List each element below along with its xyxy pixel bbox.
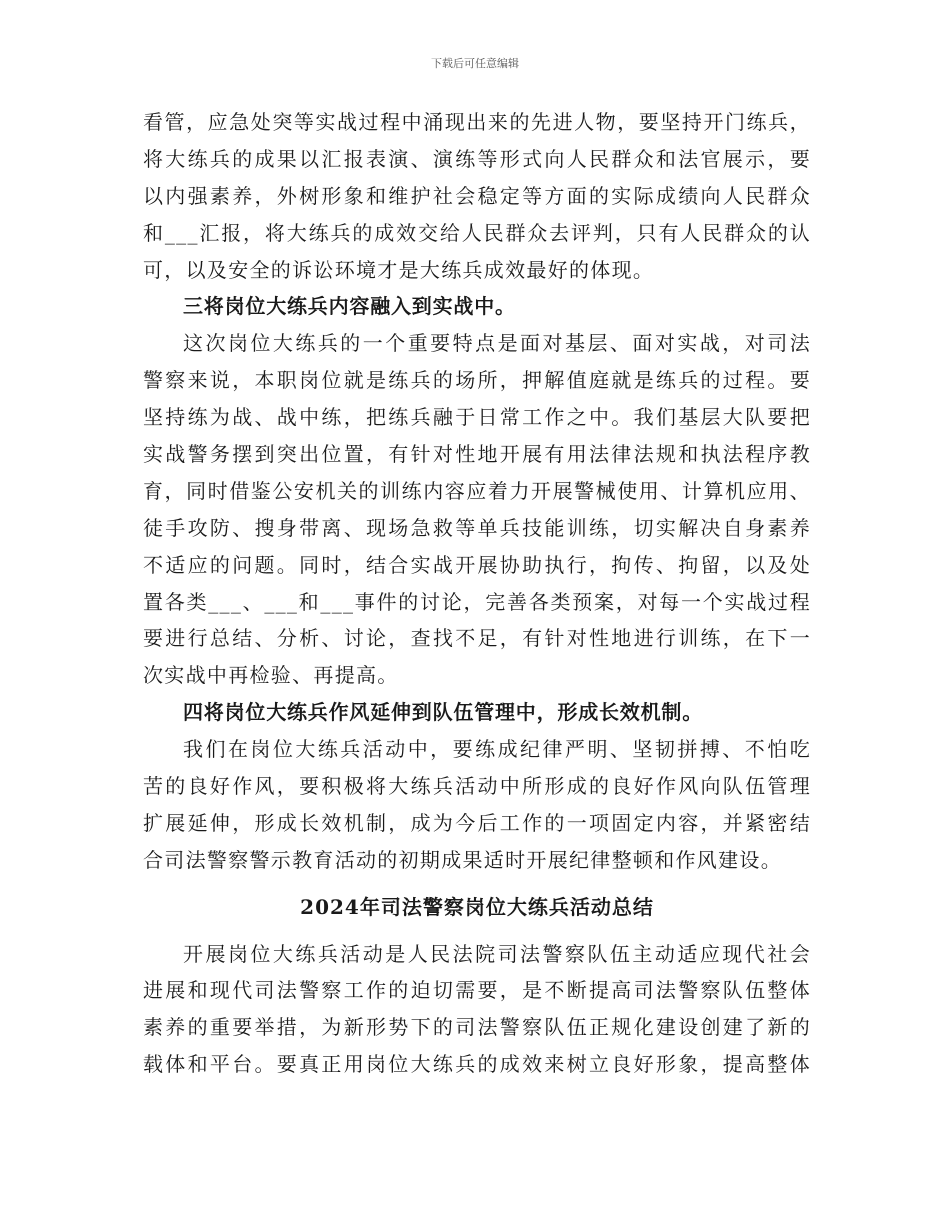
text-line: 扩展延伸，形成长效机制，成为今后工作的一项固定内容，并紧密结 xyxy=(143,810,811,835)
text-line: 载体和平台。要真正用岗位大练兵的成效来树立良好形象，提高整体 xyxy=(143,1052,811,1077)
section-heading: 三将岗位大练兵内容融入到实战中。 xyxy=(183,294,516,319)
text-line: 这次岗位大练兵的一个重要特点是面对基层、面对实战，对司法 xyxy=(183,331,811,356)
text-line: 开展岗位大练兵活动是人民法院司法警察队伍主动适应现代社会 xyxy=(183,941,811,966)
text-line: 实战警务摆到突出位置，有针对性地开展有用法律法规和执法程序教 xyxy=(143,442,811,467)
text-line: 以内强素养，外树形象和维护社会稳定等方面的实际成绩向人民群众 xyxy=(143,183,811,208)
text-line: 进展和现代司法警察工作的迫切需要，是不断提高司法警察队伍整体 xyxy=(143,978,811,1003)
paragraph xyxy=(143,731,811,879)
text-line: 将大练兵的成果以汇报表演、演练等形式向人民群众和法官展示，要 xyxy=(143,146,811,171)
paragraph xyxy=(143,325,811,694)
text-line: 要进行总结、分析、讨论，查找不足，有针对性地进行训练，在下一 xyxy=(143,626,811,651)
paragraph xyxy=(143,936,811,1084)
text-line: 素养的重要举措，为新形势下的司法警察队伍正规化建设创建了新的 xyxy=(143,1015,811,1040)
text-line: 育，同时借鉴公安机关的训练内容应着力开展警械使用、计算机应用、 xyxy=(143,478,811,503)
paragraph xyxy=(143,104,811,288)
text-line: 可，以及安全的诉讼环境才是大练兵成效最好的体现。 xyxy=(143,257,655,282)
text-line: 和___汇报，将大练兵的成效交给人民群众去评判，只有人民群众的认 xyxy=(143,220,811,245)
text-line: 警察来说，本职岗位就是练兵的场所，押解值庭就是练兵的过程。要 xyxy=(143,368,811,393)
text-line: 徒手攻防、搜身带离、现场急救等单兵技能训练，切实解决自身素养 xyxy=(143,515,811,540)
section-heading: 四将岗位大练兵作风延伸到队伍管理中，形成长效机制。 xyxy=(183,700,703,725)
text-line: 合司法警察警示教育活动的初期成果适时开展纪律整顿和作风建设。 xyxy=(143,847,782,872)
text-line: 看管，应急处突等实战过程中涌现出来的先进人物，要坚持开门练兵， xyxy=(143,110,811,134)
document-title: 2024年司法警察岗位大练兵活动总结 xyxy=(300,894,654,919)
text-line: 苦的良好作风，要积极将大练兵活动中所形成的良好作风向队伍管理 xyxy=(143,774,811,799)
page-header: 下载后可任意编辑 xyxy=(431,57,519,70)
text-line: 坚持练为战、战中练，把练兵融于日常工作之中。我们基层大队要把 xyxy=(143,405,811,430)
text-line: 置各类___、___和___事件的讨论，完善各类预案，对每一个实战过程 xyxy=(143,589,811,614)
text-line: 不适应的问题。同时，结合实战开展协助执行，拘传、拘留，以及处 xyxy=(143,552,811,577)
document-body xyxy=(143,104,811,1083)
text-line: 我们在岗位大练兵活动中，要练成纪律严明、坚韧拼搏、不怕吃 xyxy=(183,737,811,762)
text-line: 次实战中再检验、再提高。 xyxy=(143,663,399,688)
